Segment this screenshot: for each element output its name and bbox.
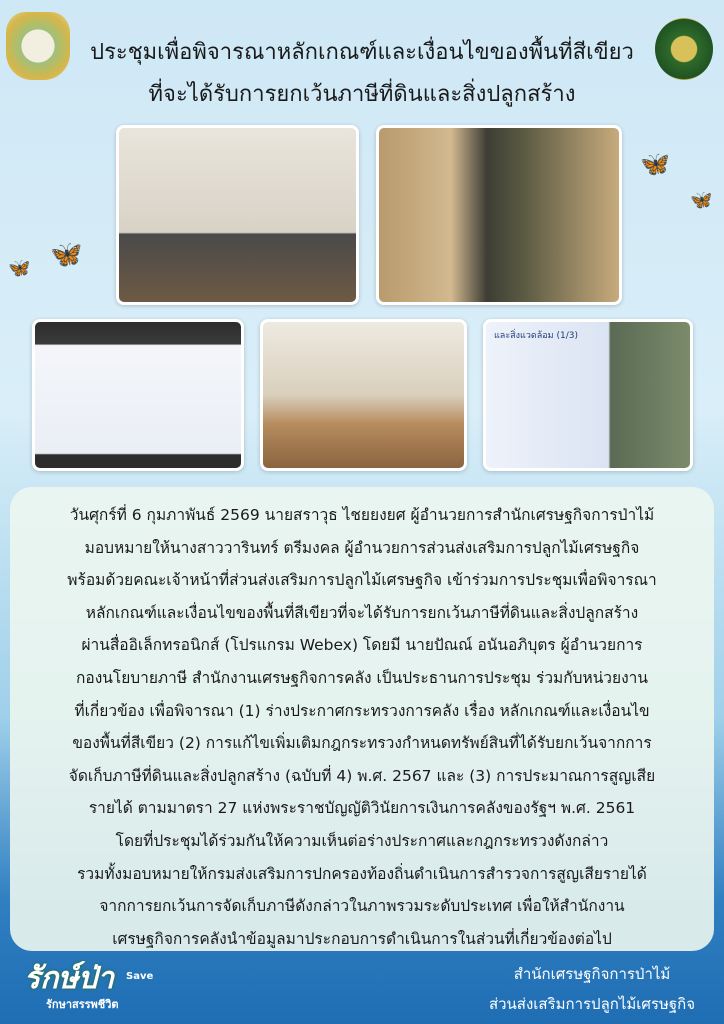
logo-sub-text: รักษาสรรพชีวิต xyxy=(46,998,119,1011)
title-line-1: ประชุมเพื่อพิจารณาหลักเกณฑ์และเงื่อนไขของพื้นที่สีเขียว xyxy=(90,40,634,65)
photo-meeting-participant xyxy=(116,125,359,305)
body-line: หลักเกณฑ์และเงื่อนไขของพื้นที่สีเขียวที่จะได้รับการยกเว้นภาษีที่ดินและสิ่งปลูกสร้าง xyxy=(85,603,639,622)
photo-director-reading xyxy=(376,125,622,305)
butterfly-icon: 🦋 xyxy=(690,190,713,211)
body-line: พร้อมด้วยคณะเจ้าหน้าที่ส่วนส่งเสริมการปลูกไม้เศรษฐกิจ เข้าร่วมการประชุมเพื่อพิจารณา xyxy=(67,571,657,590)
body-line: โดยที่ประชุมได้ร่วมกันให้ความเห็นต่อร่างประกาศและกฎกระทรวงดังกล่าว xyxy=(115,831,609,850)
body-line: รายได้ ตามมาตรา 27 แห่งพระราชบัญญัติวินัยการเงินการคลังของรัฐฯ พ.ศ. 2561 xyxy=(88,799,636,818)
photo-meeting-room xyxy=(260,319,467,471)
photo-webex-screen xyxy=(32,319,244,471)
slide-caption: และสิ่งแวดล้อม (1/3) xyxy=(494,331,578,341)
photo-webex-slide xyxy=(483,319,693,471)
footer-org-line-1: สำนักเศรษฐกิจการป่าไม้ xyxy=(513,965,671,983)
logo-save-text: Save xyxy=(126,971,154,982)
body-line: มอบหมายให้นางสาววารินทร์ ตรีมงคล ผู้อำนวยการส่วนส่งเสริมการปลูกไม้เศรษฐกิจ xyxy=(84,538,640,557)
body-line: วันศุกร์ที่ 6 กุมภาพันธ์ 2569 นายสราวุธ ไชยยงยศ ผู้อำนวยการสำนักเศรษฐกิจการป่าไม้ xyxy=(69,506,655,524)
royal-forest-department-logo xyxy=(655,18,713,80)
butterfly-icon: 🦋 xyxy=(640,150,670,178)
butterfly-icon: 🦋 xyxy=(50,240,83,270)
footer-org-line-2: ส่วนส่งเสริมการปลูกไม้เศรษฐกิจ xyxy=(488,995,696,1013)
body-line: กองนโยบายภาษี สำนักงานเศรษฐกิจการคลัง เป็นประธานการประชุม ร่วมกับหน่วยงาน xyxy=(76,668,648,687)
title-line-2: ที่จะได้รับการยกเว้นภาษีที่ดินและสิ่งปลูกสร้าง xyxy=(148,82,576,107)
logo-main-text: รักษ์ป่า xyxy=(24,961,114,996)
body-line: ที่เกี่ยวข้อง เพื่อพิจารณา (1) ร่างประกาศกระทรวงการคลัง เรื่อง หลักเกณฑ์และเงื่อนไข xyxy=(74,701,650,720)
body-line: จากการยกเว้นการจัดเก็บภาษีดังกล่าวในภาพรวมระดับประเทศ เพื่อให้สำนักงาน xyxy=(99,897,625,916)
body-line: รวมทั้งมอบหมายให้กรมส่งเสริมการปกครองท้องถิ่นดำเนินการสำรวจการสูญเสียรายได้ xyxy=(77,864,647,883)
body-line: ผ่านสื่ออิเล็กทรอนิกส์ (โปรแกรม Webex) โดยมี นายปัณณ์ อนันอภิบุตร ผู้อำนวยการ xyxy=(81,636,643,655)
body-text-card xyxy=(10,487,714,951)
body-line: ของพื้นที่สีเขียว (2) การแก้ไขเพิ่มเติมกฎกระทรวงกำหนดทรัพย์สินที่ได้รับยกเว้นจากการ xyxy=(72,734,652,753)
body-line: จัดเก็บภาษีที่ดินและสิ่งปลูกสร้าง (ฉบับที่ 4) พ.ศ. 2567 และ (3) การประมาณการสูญเสีย xyxy=(68,766,656,785)
forest-economics-seal-logo xyxy=(6,12,70,80)
body-line: เศรษฐกิจการคลังนำข้อมูลมาประกอบการดำเนินการในส่วนที่เกี่ยวข้องต่อไป xyxy=(112,929,612,948)
butterfly-icon: 🦋 xyxy=(8,258,31,279)
rak-pa-campaign-logo xyxy=(20,955,180,1015)
